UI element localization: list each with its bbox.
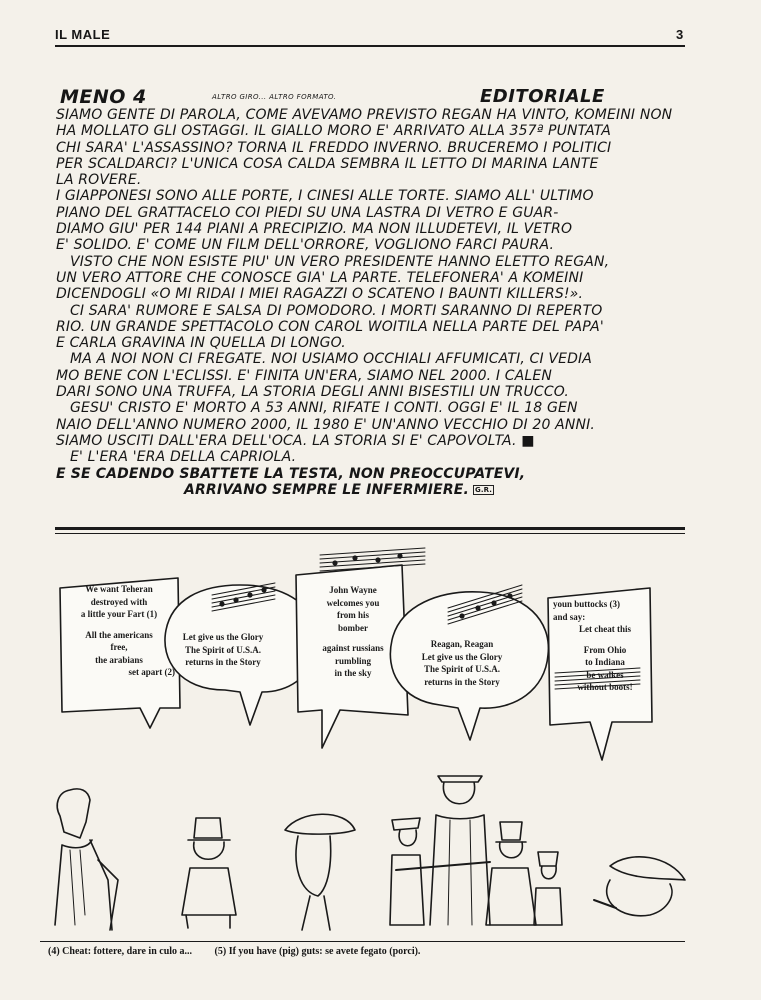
balloon-line: free, — [110, 642, 128, 652]
editorial-line: SIAMO GENTE DI PAROLA, COME AVEVAMO PREVISTO REGAN HA VINTO, KOMEINI NON — [56, 107, 673, 123]
editorial-line: UN VERO ATTORE CHE CONOSCE GIA' LA PARTE. TELEFONERA' A KOMEINI — [56, 269, 584, 286]
balloon-line: from his — [336, 610, 370, 620]
figure-cowboy-tophat — [182, 818, 236, 928]
balloon-text-5 — [553, 598, 657, 694]
editorial-line: CHI SARA' L'ASSASSINO? TORNA IL FREDDO INVERNO. BRUCEREMO I POLITICI — [56, 139, 612, 156]
balloon-line: set apart (2) — [128, 667, 175, 677]
figure-cowboy-small — [486, 822, 562, 925]
balloon-line: without boots! — [577, 682, 633, 692]
balloon-line: Let give us the Glory — [421, 651, 503, 662]
editorial-line: E' SOLIDO. E' COME UN FILM DELL'ORRORE, VOGLIONO FARCI PAURA. — [56, 237, 555, 254]
magazine-title: IL MALE — [55, 27, 111, 42]
balloon-line: We want Teheran — [85, 584, 153, 594]
editorial-line — [56, 482, 696, 498]
balloon-line: the arabians — [95, 654, 143, 665]
balloon-line: John Wayne — [329, 585, 377, 595]
tagline: ALTRO GIRO... ALTRO FORMATO. — [212, 93, 337, 101]
balloon-line: Reagan, Reagan — [430, 639, 494, 649]
section-title: EDITORIALE — [480, 86, 605, 107]
balloon-line: destroyed with — [90, 596, 148, 607]
editorial-line: CI SARA' RUMORE E SALSA DI POMODORO. I MORTI SARANNO DI REPERTO — [70, 302, 603, 319]
section-divider-thick — [55, 527, 685, 530]
editorial-line: MA A NOI NON CI FREGATE. NOI USIAMO OCCHIALI AFFUMICATI, CI VEDIA — [70, 351, 593, 368]
closing-line: ARRIVANO SEMPRE LE INFERMIERE. — [184, 481, 469, 498]
editorial-line: LA ROVERE. — [56, 172, 142, 189]
editorial-line: PIANO DEL GRATTACELO COI PIEDI SU UNA LASTRA DI VETRO E GUAR- — [56, 204, 559, 221]
balloon-line: The Spirit of U.S.A. — [423, 664, 500, 674]
footnote-5: (5) If you have (pig) guts: se avete fegato (porci). — [214, 946, 421, 957]
balloon-line: in the sky — [334, 668, 372, 678]
balloon-line: welcomes you — [326, 597, 380, 608]
balloon-line: returns in the Story — [424, 676, 500, 687]
editorial-line: NAIO DELL'ANNO NUMERO 2000, IL 1980 E' UN'ANNO VECCHIO DI 20 ANNI. — [56, 416, 595, 433]
header-rule — [55, 45, 685, 47]
editorial-line: E' L'ERA 'ERA DELLA CAPRIOLA. — [70, 449, 297, 466]
footnote-rule — [40, 941, 685, 942]
balloon-text-1 — [63, 583, 175, 679]
editorial-line: E CARLA GRAVINA IN QUELLA DI LONGO. — [56, 335, 346, 352]
balloon-line: The Spirit of U.S.A. — [184, 644, 261, 655]
footnote-4: (4) Cheat: fottere, dare in culo a... — [48, 946, 193, 957]
balloon-line: Let give us the Glory — [182, 632, 264, 642]
editorial-line: DIAMO GIU' PER 144 PIANI A PRECIPIZIO. MA NON ILLUDETEVI, IL VETRO — [56, 221, 573, 238]
figure-man-profile — [55, 789, 118, 930]
balloon-line: bomber — [338, 622, 368, 633]
editorial-line: SIAMO USCITI DALL'ERA DELL'OCA. LA STORIA SI E' CAPOVOLTA. ■ — [56, 432, 535, 449]
editorial-line: MO BENE CON L'ECLISSI. E' FINITA UN'ERA, SIAMO NEL 2000. I CALEN — [56, 367, 552, 384]
editorial-text — [56, 107, 696, 498]
figure-reclining — [594, 857, 685, 916]
figure-cowboy-left — [390, 818, 424, 925]
balloon-text-3 — [308, 584, 398, 680]
editorial-line: VISTO CHE NON ESISTE PIU' UN VERO PRESIDENTE HANNO ELETTO REGAN, — [70, 253, 610, 270]
editorial-line: HA MOLLATO GLI OSTAGGI. IL GIALLO MORO E' ARRIVATO ALLA 357ª PUNTATA — [56, 123, 611, 140]
editorial-line: E SE CADENDO SBATTETE LA TESTA, NON PREOCCUPATEVI, — [56, 465, 526, 482]
balloon-line: From Ohio — [583, 644, 627, 655]
balloon-text-2 — [168, 631, 278, 669]
balloon-line: returns in the Story — [185, 657, 261, 667]
balloon-line: to Indiana — [585, 657, 625, 667]
footnotes — [48, 946, 688, 957]
editorial-line: PER SCALDARCI? L'UNICA COSA CALDA SEMBRA IL LETTO DI MARINA LANTE — [56, 155, 599, 172]
editorial-line: DARI SONO UNA TRUFFA, LA STORIA DEGLI ANNI BISESTILI UN TRUCCO. — [56, 384, 569, 401]
balloon-line: youn buttocks (3) — [553, 599, 621, 609]
balloon-line: and say: — [553, 611, 586, 622]
balloon-text-4 — [397, 638, 527, 688]
editorial-line: RIO. UN GRANDE SPETTACOLO CON CAROL WOITILA NELLA PARTE DEL PAPA' — [56, 318, 604, 335]
balloon-line: a little your Fart (1) — [80, 609, 158, 619]
figure-big-hat — [285, 814, 355, 930]
editorial-line: DICENDOGLI «O MI RIDAI I MIEI RAGAZZI O SCATENO I BAUNTI KILLERS!». — [56, 286, 584, 303]
section-divider-thin — [55, 533, 685, 534]
balloon-line: All the americans — [85, 629, 153, 640]
issue-label: MENO 4 — [60, 86, 147, 108]
balloon-line: Let cheat this — [579, 624, 631, 634]
author-signature: G.R. — [474, 485, 493, 494]
figure-cowboy-tall — [396, 776, 490, 925]
editorial-line: I GIAPPONESI SONO ALLE PORTE, I CINESI ALLE TORTE. SIAMO ALL' ULTIMO — [56, 188, 594, 205]
page-number: 3 — [676, 27, 684, 42]
editorial-line: GESU' CRISTO E' MORTO A 53 ANNI, RIFATE I CONTI. OGGI E' IL 18 GEN — [70, 400, 578, 417]
balloon-line: be walkes — [586, 669, 624, 680]
balloon-line: rumbling — [334, 655, 371, 666]
balloon-line: against russians — [322, 643, 384, 653]
